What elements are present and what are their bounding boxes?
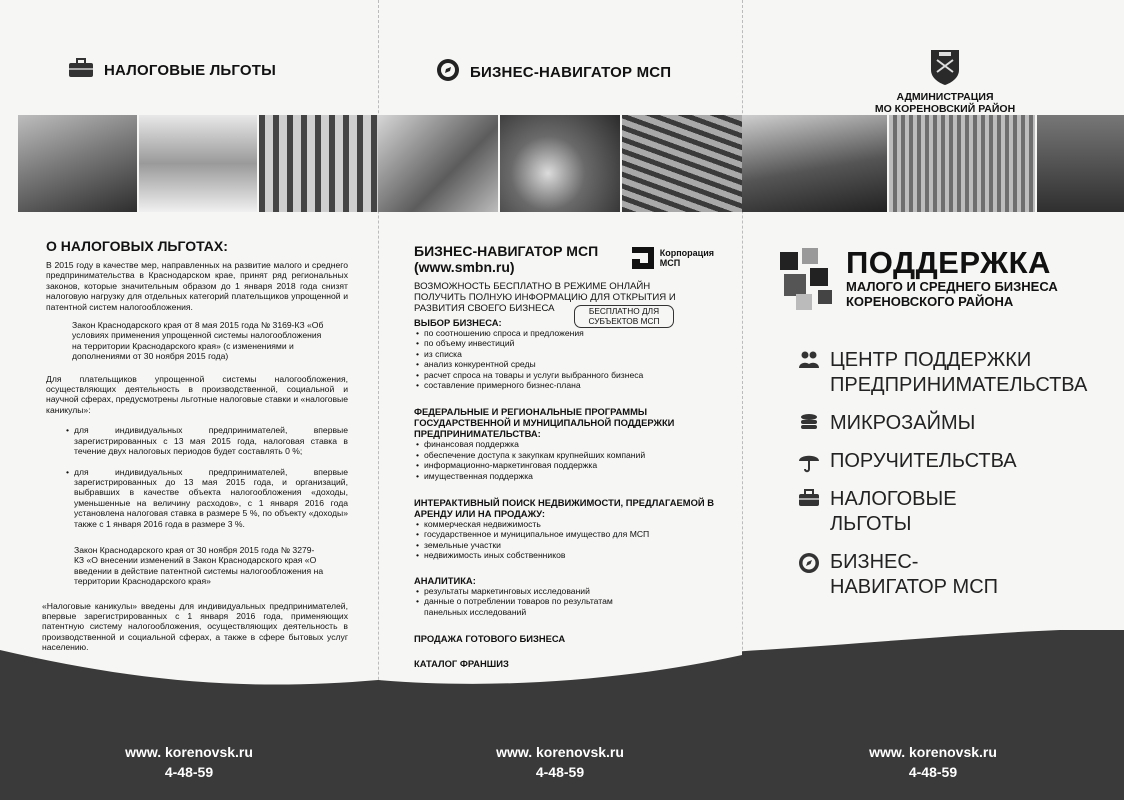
navigator-description: ВОЗМОЖНОСТЬ БЕСПЛАТНО В РЕЖИМЕ ОНЛАЙН ПОЛУЧИТЬ ПОЛНУЮ ИНФОРМАЦИЮ ДЛЯ ОТКРЫТИЯ И РАЗВИТИЯ СВОЕГО БИЗНЕСА: [414, 281, 676, 314]
photo-seeder: [742, 115, 887, 212]
photo-sugar: [139, 115, 258, 212]
list-item: • по объему инвестиций: [424, 338, 714, 348]
list-item: • анализ конкурентной среды: [424, 359, 714, 369]
service-label-line1: ПОРУЧИТЕЛЬСТВА: [830, 450, 1017, 472]
panel2-header: [436, 58, 671, 86]
list-item: • расчет спроса на товары и услуги выбранного бизнеса: [424, 370, 714, 380]
cover-title: ПОДДЕРЖКА: [846, 245, 1051, 280]
section-franchise-catalog-title: КАТАЛОГ ФРАНШИЗ: [414, 657, 509, 669]
people-icon: [798, 350, 820, 370]
service-label-line1: МИКРОЗАЙМЫ: [830, 412, 976, 434]
section-real-estate-title: ИНТЕРАКТИВНЫЙ ПОИСК НЕДВИЖИМОСТИ, ПРЕДЛАГАЕМОЙ В АРЕНДУ ИЛИ НА ПРОДАЖУ:: [414, 497, 715, 520]
navigator-title: БИЗНЕС-НАВИГАТОР МСП: [414, 243, 599, 259]
real-estate-list: [414, 519, 714, 561]
phone-number: 4-48-59: [908, 764, 958, 780]
website-link[interactable]: www. korenovsk.ru: [869, 744, 997, 760]
panel-tax-benefits: [0, 0, 378, 800]
phone-number: 4-48-59: [535, 764, 585, 780]
panel-business-navigator: [378, 0, 742, 800]
photo-grain-elevator: [889, 115, 1034, 212]
website-link[interactable]: www. korenovsk.ru: [125, 744, 253, 760]
panel2-header-title: БИЗНЕС-НАВИГАТОР МСП: [470, 63, 672, 81]
section-programs-title: ФЕДЕРАЛЬНЫЕ И РЕГИОНАЛЬНЫЕ ПРОГРАММЫ ГОСУДАРСТВЕННОЙ И МУНИЦИПАЛЬНОЙ ПОДДЕРЖКИ ПРЕДПРИНИМАТЕЛЬСТВА:: [414, 406, 675, 440]
panel2-body: [414, 243, 714, 669]
phone-number: 4-48-59: [164, 764, 214, 780]
cover-subtitle-1: МАЛОГО И СРЕДНЕГО БИЗНЕСА: [846, 279, 1058, 294]
service-business-navigator: [798, 550, 1098, 600]
corp-name-line1: Корпорация: [659, 248, 714, 258]
list-item: • составление примерного бизнес-плана: [424, 380, 714, 390]
benefits-paragraph: Для плательщиков упрощенной системы налогообложения, осуществляющих деятельность в производственной, социальной и научной сферах, предусмотрены льготные налоговые ставки и «налоговые каникулы»:: [46, 373, 348, 415]
business-choice-list: [414, 328, 714, 390]
puzzle-logo-icon: [778, 246, 840, 314]
list-item: • результаты маркетинговых исследований: [424, 586, 644, 596]
administration-block: [870, 48, 1020, 115]
law-reference-2: Закон Краснодарского края от 30 ноября 2015 года № 3279-КЗ «О внесении изменений в Закон Краснодарского края «О введении в действие патентной системы налогообложения на территории Краснодарского края»: [74, 544, 324, 587]
service-microloans: [798, 411, 1098, 436]
photo-grapes: [1037, 115, 1124, 212]
programs-list: [414, 439, 714, 481]
list-item: • государственное и муниципальное имущество для МСП: [424, 529, 714, 539]
list-item: • данные о потреблении товаров по результатам панельных исследований: [424, 596, 644, 617]
list-item: • земельные участки: [424, 540, 714, 550]
services-list: [798, 348, 1098, 600]
coat-of-arms-icon: [929, 48, 961, 86]
list-item: • коммерческая недвижимость: [424, 519, 714, 529]
panel3-footer: [742, 742, 1124, 782]
photo-landscape: [18, 115, 137, 212]
photo-vegetables: [500, 115, 620, 212]
briefcase-icon: [68, 58, 94, 82]
service-label-line1: БИЗНЕС-: [830, 551, 919, 573]
cover-title-block: [778, 246, 1058, 314]
panel1-header-title: НАЛОГОВЫЕ ЛЬГОТЫ: [104, 61, 277, 79]
service-guarantees: [798, 449, 1098, 474]
admin-line1: АДМИНИСТРАЦИЯ: [896, 91, 994, 103]
compass-icon: [436, 58, 460, 86]
panel-cover: [742, 0, 1124, 800]
list-item: • из списка: [424, 349, 714, 359]
coins-icon: [798, 413, 820, 433]
intro-paragraph: В 2015 году в качестве мер, направленных на развитие малого и среднего предпринимательства в Краснодарском крае, принят ряд региональных законов, которые значительным образом до 1 января 2018 года снизят налоговую нагрузку для отдельных категорий плательщиков упрощенной и патентной систем налогообложения.: [46, 260, 348, 312]
list-item: • имущественная поддержка: [424, 471, 714, 481]
benefits-list: [64, 425, 348, 529]
website-link[interactable]: www. korenovsk.ru: [496, 744, 624, 760]
cover-subtitle-2: КОРЕНОВСКОГО РАЙОНА: [846, 294, 1014, 309]
service-label-line1: ЦЕНТР ПОДДЕРЖКИ: [830, 349, 1032, 371]
corporation-logo-icon: [630, 245, 656, 271]
corporation-logo: [630, 245, 714, 271]
service-tax-benefits: [798, 487, 1098, 537]
law-reference-1: Закон Краснодарского края от 8 мая 2015 года № 3169-КЗ «Об условиях применения упрощенной системы налогообложения на территории Краснодарского края» (с изменениями и дополнениями от 30 ноября 2015 года): [72, 320, 324, 362]
photo-meat-processing: [378, 115, 498, 212]
panel1-photo-strip: [18, 115, 378, 212]
panel3-photo-strip: [742, 115, 1124, 212]
briefcase-icon: [798, 489, 820, 507]
service-label-line2: НАВИГАТОР МСП: [830, 576, 999, 598]
section-ready-business-title: ПРОДАЖА ГОТОВОГО БИЗНЕСА: [414, 632, 566, 644]
compass-icon: [798, 552, 820, 574]
panel2-photo-strip: [378, 115, 742, 212]
analytics-list: [414, 586, 644, 617]
tax-holidays-paragraph: «Налоговые каникулы» введены для индивидуальных предпринимателей, впервые зарегистрированных с 1 января 2016 года, применяющих патентную систему налогообложения, осуществляющих деятельность в производственной и социальной сферах, а также в сфере бытовых услуг населению.: [42, 600, 348, 653]
service-label-line2: ЛЬГОТЫ: [830, 513, 912, 535]
photo-factory-line: [259, 115, 378, 212]
admin-line2: МО КОРЕНОВСКИЙ РАЙОН: [874, 103, 1016, 115]
section-title: О НАЛОГОВЫХ ЛЬГОТАХ:: [46, 238, 228, 254]
list-item: • для индивидуальных предпринимателей, впервые зарегистрированных с 13 мая 2015 года, налоговая ставка в течение двух налоговых периодов будет составлять 0 %;: [74, 425, 348, 456]
panel1-header: [68, 58, 276, 82]
section-business-choice-title: ВЫБОР БИЗНЕСА:: [414, 317, 502, 328]
service-support-center: [798, 348, 1098, 398]
list-item: • по соотношению спроса и предложения: [424, 328, 714, 338]
section-analytics-title: АНАЛИТИКА:: [414, 574, 476, 586]
service-label-line1: НАЛОГОВЫЕ: [830, 488, 957, 510]
list-item: • для индивидуальных предпринимателей, впервые зарегистрированных до 13 мая 2015 года, и организаций, выбравших в качестве объекта налогообложения «доходы, уменьшенные на величину расходов», с 1 января 2016 года установлена налоговая ставка в размере 5 %, по объекту «доходы» также с 1 января 2016 года в размере 3 %.: [74, 467, 348, 529]
panel1-body: [42, 238, 348, 653]
list-item: • информационно-маркетинговая поддержка: [424, 460, 714, 470]
service-label-line2: ПРЕДПРИНИМАТЕЛЬСТВА: [830, 374, 1088, 396]
panel2-footer: [378, 742, 742, 782]
free-badge: БЕСПЛАТНО ДЛЯ СУБЪЕКТОВ МСП: [574, 305, 674, 328]
umbrella-icon: [798, 451, 820, 473]
list-item: • финансовая поддержка: [424, 439, 714, 449]
list-item: • недвижимость иных собственников: [424, 550, 714, 560]
list-item: • обеспечение доступа к закупкам крупнейших компаний: [424, 450, 714, 460]
navigator-url[interactable]: (www.smbn.ru): [414, 259, 515, 275]
panel1-footer: [0, 742, 378, 782]
photo-harvester: [622, 115, 742, 212]
corp-name-line2: МСП: [659, 258, 681, 268]
